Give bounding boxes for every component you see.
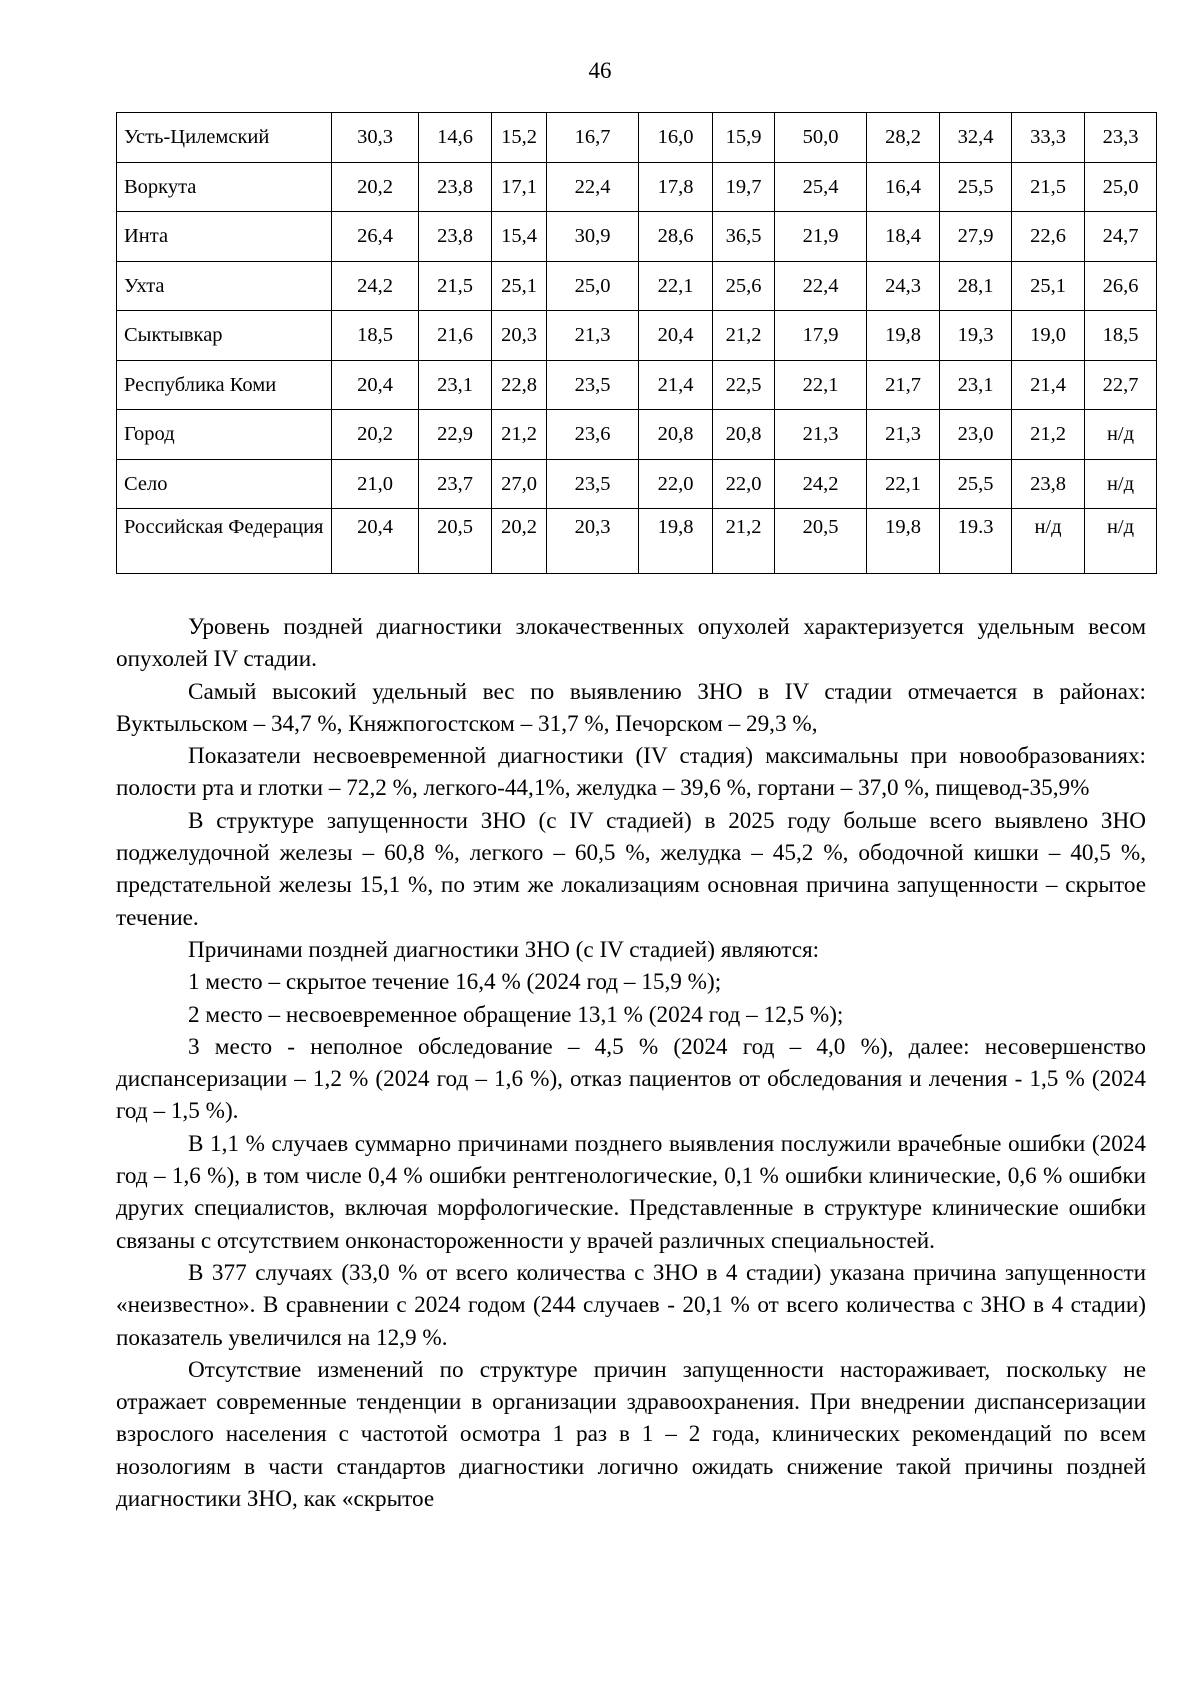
value-cell: 20,8	[713, 410, 775, 460]
value-cell: 22,0	[713, 459, 775, 509]
value-cell: 36,5	[713, 212, 775, 262]
value-cell: 21,4	[1012, 360, 1085, 410]
paragraph: Уровень поздней диагностики злокачественных опухолей характеризуется удельным весом опухолей IV стадии.	[116, 614, 1146, 673]
region-name-cell: Село	[117, 459, 332, 509]
paragraph: В 377 случаях (33,0 % от всего количества с ЗНО в 4 стадии) указана причина запущенности «неизвестно». В сравнении с 2024 годом (244 случаев - 20,1 % от всего количества с ЗНО в 4 стадии) показатель увеличился на 12,9 %.	[116, 1259, 1146, 1351]
value-cell: 22,0	[639, 459, 713, 509]
value-cell: 27,0	[492, 459, 547, 509]
value-cell: 17,9	[775, 311, 867, 361]
paragraph: Причинами поздней диагностики ЗНО (с IV стадией) являются:	[188, 936, 820, 963]
value-cell: 25,0	[1085, 162, 1157, 212]
value-cell: н/д	[1085, 459, 1157, 509]
table-row	[117, 162, 1157, 212]
paragraph: В 1,1 % случаев суммарно причинами позднего выявления послужили врачебные ошибки (2024 год – 1,6 %), в том числе 0,4 % ошибки рентгенологические, 0,1 % ошибки клинические, 0,6 % ошибки других специалистов, включая морфологические. Представленные в структуре клинические ошибки связаны с отсутствием онконастороженности у врачей различных специальностей.	[116, 1130, 1146, 1254]
value-cell: 25,1	[1012, 261, 1085, 311]
region-name-cell: Инта	[117, 212, 332, 262]
value-cell: 19,8	[867, 311, 940, 361]
value-cell: 25,5	[940, 459, 1012, 509]
value-cell: 33,3	[1012, 113, 1085, 163]
region-name-cell: Воркута	[117, 162, 332, 212]
value-cell: 23,5	[547, 459, 639, 509]
value-cell: 26,6	[1085, 261, 1157, 311]
value-cell: 15,2	[492, 113, 547, 163]
table-row	[117, 410, 1157, 460]
paragraph: Отсутствие изменений по структуре причин запущенности настораживает, поскольку не отражает современные тенденции в организации здравоохранения. При внедрении диспансеризации взрослого населения с частотой осмотра 1 раз в 1 – 2 года, клинических рекомендаций по всем нозологиям в части стандартов диагностики логично ожидать снижение такой причины поздней диагностики ЗНО, как «скрытое	[116, 1356, 1146, 1513]
value-cell: 19,8	[639, 509, 713, 574]
value-cell: 15,4	[492, 212, 547, 262]
value-cell: 14,6	[419, 113, 492, 163]
value-cell: 22,6	[1012, 212, 1085, 262]
body-text	[116, 611, 1146, 1515]
value-cell: 19,7	[713, 162, 775, 212]
paragraph: В структуре запущенности ЗНО (с IV стадией) в 2025 году больше всего выявлено ЗНО поджелудочной железы – 60,8 %, легкого – 60,5 %, желудка – 45,2 %, ободочной кишки – 40,5 %, предстательной железы 15,1 %, по этим же локализациям основная причина запущенности – скрытое течение.	[116, 807, 1146, 931]
value-cell: 20,4	[639, 311, 713, 361]
region-name-cell: Республика Коми	[117, 360, 332, 410]
value-cell: 30,3	[332, 113, 419, 163]
value-cell: 18,5	[332, 311, 419, 361]
value-cell: 16,4	[867, 162, 940, 212]
value-cell: 21,7	[867, 360, 940, 410]
value-cell: 28,1	[940, 261, 1012, 311]
table-row	[117, 212, 1157, 262]
value-cell: 18,5	[1085, 311, 1157, 361]
value-cell: 22,4	[775, 261, 867, 311]
value-cell: 24,2	[775, 459, 867, 509]
table-row	[117, 509, 1157, 574]
region-name-cell: Город	[117, 410, 332, 460]
paragraph: Самый высокий удельный вес по выявлению ЗНО в IV стадии отмечается в районах: Вуктыльском – 34,7 %, Княжпогостском – 31,7 %, Печорском – 29,3 %,	[116, 678, 1146, 737]
value-cell: 28,6	[639, 212, 713, 262]
value-cell: 23,8	[419, 162, 492, 212]
value-cell: 50,0	[775, 113, 867, 163]
value-cell: 21,4	[639, 360, 713, 410]
paragraph: 1 место – скрытое течение 16,4 % (2024 год – 15,9 %);	[188, 969, 722, 996]
value-cell: 20,4	[332, 509, 419, 574]
value-cell: 20,5	[775, 509, 867, 574]
value-cell: 22,1	[775, 360, 867, 410]
value-cell: 30,9	[547, 212, 639, 262]
value-cell: 23,7	[419, 459, 492, 509]
value-cell: 25,0	[547, 261, 639, 311]
value-cell: 21,6	[419, 311, 492, 361]
value-cell: 15,9	[713, 113, 775, 163]
value-cell: 26,4	[332, 212, 419, 262]
value-cell: 25,6	[713, 261, 775, 311]
value-cell: 22,5	[713, 360, 775, 410]
value-cell: 19,8	[867, 509, 940, 574]
value-cell: 23,6	[547, 410, 639, 460]
value-cell: 22,4	[547, 162, 639, 212]
value-cell: 19,0	[1012, 311, 1085, 361]
value-cell: 21,5	[419, 261, 492, 311]
value-cell: 23,8	[419, 212, 492, 262]
value-cell: 22,1	[867, 459, 940, 509]
value-cell: 21,2	[713, 311, 775, 361]
value-cell: 20,4	[332, 360, 419, 410]
value-cell: 21,2	[1012, 410, 1085, 460]
page-number: 46	[588, 58, 612, 83]
statistics-table	[116, 112, 1157, 574]
value-cell: 18,4	[867, 212, 940, 262]
value-cell: 27,9	[940, 212, 1012, 262]
table-row	[117, 311, 1157, 361]
value-cell: 20,2	[492, 509, 547, 574]
table-row	[117, 360, 1157, 410]
value-cell: 23,1	[419, 360, 492, 410]
value-cell: 23,1	[940, 360, 1012, 410]
value-cell: 21,3	[867, 410, 940, 460]
region-name-cell: Российская Федерация	[117, 509, 332, 574]
region-name-cell: Сыктывкар	[117, 311, 332, 361]
value-cell: 20,3	[547, 509, 639, 574]
value-cell: 21,5	[1012, 162, 1085, 212]
value-cell: 28,2	[867, 113, 940, 163]
value-cell: 25,5	[940, 162, 1012, 212]
value-cell: 20,3	[492, 311, 547, 361]
value-cell: 21,0	[332, 459, 419, 509]
value-cell: н/д	[1012, 509, 1085, 574]
value-cell: 16,0	[639, 113, 713, 163]
paragraph: 2 место – несвоевременное обращение 13,1 % (2024 год – 12,5 %);	[188, 1001, 844, 1028]
paragraph: 3 место - неполное обследование – 4,5 % (2024 год – 4,0 %), далее: несовершенство диспансеризации – 1,2 % (2024 год – 1,6 %), отказ пациентов от обследования и лечения - 1,5 % (2024 год – 1,5 %).	[116, 1033, 1146, 1125]
region-name-cell: Усть-Цилемский	[117, 113, 332, 163]
value-cell: 21,9	[775, 212, 867, 262]
value-cell: 21,2	[713, 509, 775, 574]
value-cell: 21,3	[547, 311, 639, 361]
value-cell: 21,2	[492, 410, 547, 460]
value-cell: 20,8	[639, 410, 713, 460]
region-name-cell: Ухта	[117, 261, 332, 311]
table-row	[117, 261, 1157, 311]
value-cell: 17,1	[492, 162, 547, 212]
value-cell: 23,8	[1012, 459, 1085, 509]
value-cell: 23,0	[940, 410, 1012, 460]
table-row	[117, 113, 1157, 163]
value-cell: 20,2	[332, 410, 419, 460]
value-cell: 24,3	[867, 261, 940, 311]
value-cell: 22,9	[419, 410, 492, 460]
value-cell: 19,3	[940, 311, 1012, 361]
table-row	[117, 459, 1157, 509]
value-cell: н/д	[1085, 509, 1157, 574]
value-cell: 22,7	[1085, 360, 1157, 410]
value-cell: 17,8	[639, 162, 713, 212]
value-cell: 22,1	[639, 261, 713, 311]
value-cell: 24,2	[332, 261, 419, 311]
paragraph: Показатели несвоевременной диагностики (IV стадия) максимальны при новообразованиях: полости рта и глотки – 72,2 %, легкого-44,1%, желудка – 39,6 %, гортани – 37,0 %, пищевод-35,9%	[116, 743, 1146, 802]
value-cell: 25,1	[492, 261, 547, 311]
value-cell: 19.3	[940, 509, 1012, 574]
value-cell: 32,4	[940, 113, 1012, 163]
value-cell: 22,8	[492, 360, 547, 410]
value-cell: 25,4	[775, 162, 867, 212]
value-cell: 16,7	[547, 113, 639, 163]
value-cell: 20,2	[332, 162, 419, 212]
table-body	[117, 113, 1157, 574]
value-cell: 23,5	[547, 360, 639, 410]
value-cell: 20,5	[419, 509, 492, 574]
value-cell: 24,7	[1085, 212, 1157, 262]
value-cell: н/д	[1085, 410, 1157, 460]
value-cell: 21,3	[775, 410, 867, 460]
value-cell: 23,3	[1085, 113, 1157, 163]
